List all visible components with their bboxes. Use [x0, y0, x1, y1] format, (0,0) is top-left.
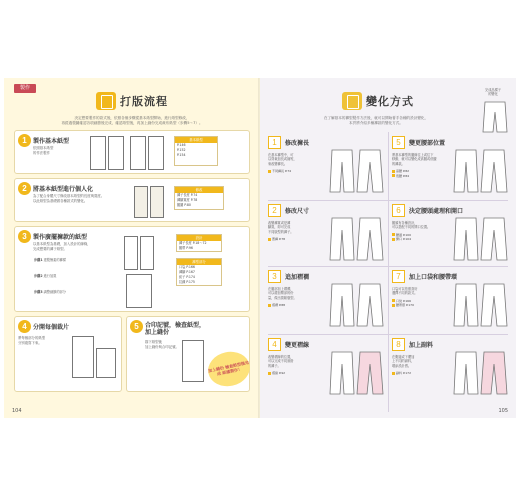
pattern-piece: [140, 236, 154, 270]
variation-number: 2: [268, 204, 281, 217]
pattern-piece: [134, 186, 148, 218]
legend-design: 設計 褲子長度 P.18～72 腰帶 P.96: [176, 234, 222, 252]
bullet-icon: [268, 304, 271, 307]
variation-title: 變更腰部位置: [409, 140, 446, 147]
pants-illustration: [328, 216, 384, 262]
bullet-icon: [392, 304, 395, 307]
right-intro: 在了解基本的褲型製作方法後，就可以開始著手各種的設計變化， 本頁將介紹多種褲款的變化方式。: [323, 116, 429, 125]
variation-desc: 將基本褲型的腰線往上或往下 移動，就可以變化成高腰或低腰 的褲款。: [392, 153, 437, 166]
variation-number: 7: [392, 270, 405, 283]
legend-basic: 基本紙型 P.146 P.152 P.154: [174, 136, 218, 166]
book-spread: [4, 78, 516, 418]
variation-cell: [392, 136, 508, 198]
pattern-piece: [148, 136, 164, 170]
left-heading-text: 打版流程: [120, 95, 168, 108]
bullet-icon: [392, 299, 395, 302]
right-heading: 變化方式: [342, 92, 414, 110]
step-number: 1: [18, 134, 31, 147]
variation-number: 4: [268, 338, 281, 351]
bullet-icon: [268, 372, 271, 375]
variation-cell: [392, 270, 508, 332]
variation-number: 8: [392, 338, 405, 351]
substep-3: 步驟3 調整細節的部分: [34, 290, 66, 294]
bullet-icon: [392, 170, 395, 173]
step-title: 製作基本紙型: [33, 138, 70, 145]
substep-1: 步驟1 建製簡素的褲樣: [34, 258, 66, 262]
variation-cell: [268, 136, 384, 198]
pants-illustration: [328, 148, 384, 194]
bullet-icon: [392, 233, 395, 236]
variation-title: 加上口袋和腰帶環: [409, 274, 458, 281]
variation-legend: 腰頭 P.100 開口 P.104: [392, 233, 411, 242]
bullet-icon: [392, 238, 395, 241]
variation-legend: 褶線 P.92: [268, 371, 285, 376]
variation-title: 決定腰頭處理和開口: [409, 208, 464, 215]
callout-burst: 加上縫份 檢查紙型後完成 紙樣製作！: [205, 348, 253, 390]
section-tab: 製作: [14, 84, 36, 93]
variation-desc: 改變褶線的位置， 可以完成不同風格 的褲子。: [268, 355, 294, 368]
bullet-icon: [392, 372, 395, 375]
variation-cell: [392, 338, 508, 400]
variation-number: 3: [268, 270, 281, 283]
variation-cell: [268, 338, 384, 400]
legend-modify: 修改 褲子長度 P.74 褲腳寬度 P.78 腰圍 P.80: [174, 186, 224, 210]
variation-title: 修改褲長: [285, 140, 310, 147]
variation-title: 修改尺寸: [285, 208, 310, 215]
pattern-piece: [72, 336, 94, 378]
variation-title: 加上副料: [409, 342, 434, 349]
variation-cell: [268, 270, 384, 332]
pants-illustration: [452, 216, 508, 262]
pattern-piece: [130, 136, 146, 170]
pattern-piece: [124, 236, 138, 270]
variation-cell: [392, 204, 508, 266]
variation-desc: 在基本褲型中，可 以剪裁加長或縮短， 來改變褲長。: [268, 153, 297, 166]
variation-number: 5: [392, 136, 405, 149]
variation-title: 追加褶襉: [285, 274, 310, 281]
variation-desc: 改變褲寬或是褲 腳寬，即可完成 不同版型的褲子。: [268, 221, 294, 234]
variation-desc: 腰頭有各種設計， 可以搭配不同的開口位置。: [392, 221, 431, 230]
pants-illustration: [452, 350, 508, 396]
variation-desc: 口袋可以依照喜好 選擇不同的款式。: [392, 287, 418, 296]
left-intro: 決定想要製作的款式後，依照各個步驟從基本紙型開始，進行紙型修改， 再經過製圖確認各項細節後完成，確認紙型後，再加上縫份完成裁布紙型（步驟5～7）。: [61, 116, 203, 125]
pants-illustration: [452, 148, 508, 194]
variation-desc: 在腰部加上褶襉， 可以增加臀部的份 量，做出寬鬆版型。: [268, 287, 297, 300]
variation-legend: 高腰 P.82 低腰 P.84: [392, 169, 409, 178]
variation-title: 變更褶線: [285, 342, 310, 349]
side-note: 完成品樣子 的變化: [485, 88, 501, 97]
pattern-piece: [126, 274, 152, 308]
pattern-icon: [96, 92, 116, 110]
substep-2: 步驟2 進行加寬: [34, 274, 57, 278]
variation-cell: [268, 204, 384, 266]
pants-illustration: [328, 350, 384, 396]
variation-legend: 寬褲 P.78: [268, 237, 285, 242]
pants-illustration: [452, 282, 508, 328]
pattern-piece: [150, 186, 164, 218]
variation-legend: 不同褲長 P.74: [268, 169, 291, 174]
page-number-right: 105: [498, 408, 508, 414]
bullet-icon: [268, 170, 271, 173]
step-desc: 依照基本紙型 的作法製作: [33, 146, 54, 155]
variation-number: 1: [268, 136, 281, 149]
left-page: 製作 打版流程 決定想要製作的款式後，依照各個步驟從基本紙型開始，進行紙型修改， 再經過製圖確認各項細節後完成，確認紙型後，再加上縫份完成裁布紙型（步驟5～7）。 1 製作基本紙型 依照基本紙型 的作法製作 基本紙型 P.146 P.152 P.154 2 將基本紙型進行個人化 為了配合身體尺寸修改基本紙型的長度與寬度。 以此紙型為基礎做各種款式的變化。 修改 褲子長度 P.74 褲腳寬度 P.78 腰圍 P.80 3 製作廣擺褲款的紙型 以基本紙型為基礎，加入設計的線條， 完成想要的褲子紙型。 步驟1 建製簡素的褲樣 步驟2 進行加寬 步驟3 調整細節的部分 設計 褲子長度 P.18～72 腰帶 P.96 褲型部分 口袋 P.166 褲腳 P.167 釦子 P.174 拉鍊 P.175 4 分開每個裁片 將每個部分的紙型 分別複寫下來。 5 合印記號，檢查紙型，加上縫份 描下紙型後 加上縫份與合印記號。 加上縫份 檢查紙型後完成 紙樣製作！ 104: [4, 78, 260, 418]
pattern-piece: [182, 340, 204, 382]
pattern-piece: [108, 136, 124, 170]
right-page: [260, 78, 516, 418]
page-number-left: 104: [12, 408, 22, 414]
variation-legend: 口袋 P.166 腰帶環 P.170: [392, 299, 414, 308]
pattern-piece: [96, 348, 116, 378]
bullet-icon: [268, 238, 271, 241]
legend-parts: 褲型部分 口袋 P.166 褲腳 P.167 釦子 P.174 拉鍊 P.175: [176, 258, 222, 286]
variation-desc: 在側邊或下襬加 上不同的副料， 增添設計感。: [392, 355, 415, 368]
variation-number: 6: [392, 204, 405, 217]
pants-illustration: [328, 282, 384, 328]
left-heading: [96, 92, 168, 110]
pattern-piece: [90, 136, 106, 170]
bullet-icon: [392, 174, 395, 177]
pants-icon: [342, 92, 362, 110]
variation-legend: 副料 P.172: [392, 371, 411, 376]
variation-legend: 褶襉 P.88: [268, 303, 285, 308]
sample-pants-illustration: [482, 100, 508, 134]
